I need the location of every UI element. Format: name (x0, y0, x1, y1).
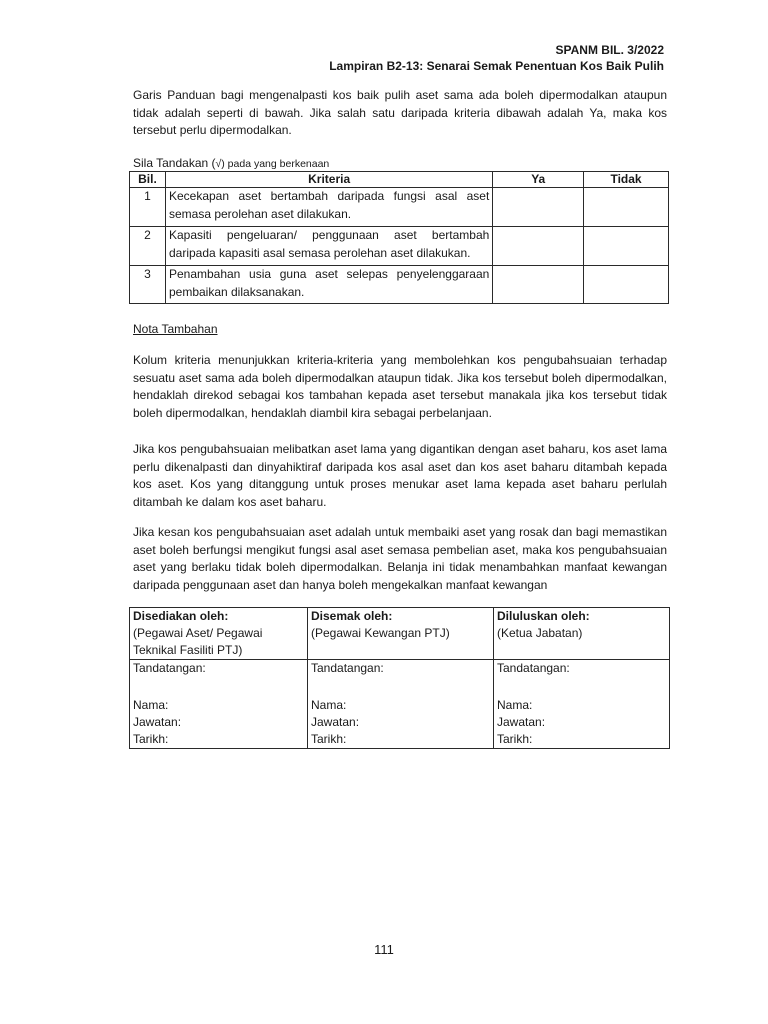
nota-tambahan-heading: Nota Tambahan (133, 322, 218, 336)
approved-by-fields[interactable] (494, 660, 670, 749)
instruction-suffix: ) pada yang berkenaan (221, 158, 330, 170)
criteria-text: Penambahan usia guna aset selepas penyelenggaraan pembaikan dilaksanakan. (165, 266, 492, 304)
signature-fields-row (130, 660, 670, 749)
checked-by-title: Disemak oleh: (311, 609, 393, 623)
signature-label: Tandatangan: (311, 661, 384, 675)
signature-label: Tandatangan: (133, 661, 206, 675)
prepared-by-role: (Pegawai Aset/ Pegawai Teknikal Fasiliti PTJ) (133, 626, 263, 657)
tick-mark: √ (215, 158, 222, 170)
name-label: Nama: (133, 698, 169, 712)
prepared-by-fields[interactable] (130, 660, 308, 749)
signature-header-row (130, 608, 670, 660)
page-number: 111 (374, 942, 394, 957)
appendix-title: Lampiran B2-13: Senarai Semak Penentuan Kos Baik Pulih (329, 59, 664, 73)
instruction-prefix: Sila Tandakan ( (133, 156, 216, 170)
name-label: Nama: (497, 698, 533, 712)
approved-by-role: (Ketua Jabatan) (497, 626, 583, 640)
header-bil: Bil. (130, 172, 166, 188)
date-label: Tarikh: (497, 732, 533, 746)
date-label: Tarikh: (311, 732, 347, 746)
checked-by-cell (308, 608, 494, 660)
criteria-text: Kecekapan aset bertambah daripada fungsi asal aset semasa perolehan aset dilakukan. (165, 188, 492, 227)
ya-checkbox-cell[interactable] (493, 266, 584, 304)
name-label: Nama: (311, 698, 347, 712)
row-number: 2 (130, 227, 166, 266)
approved-by-cell (494, 608, 670, 660)
nota-paragraph-3: Jika kesan kos pengubahsuaian aset adalah untuk membaiki aset yang rosak dan bagi memastikan aset boleh berfungsi mengikut fungsi asal aset semasa pembelian aset, maka kos pengubahsuaian aset yang berlaku tidak boleh dipermodalkan. Belanja ini tidak menambahkan manfaat kewangan daripada penggunaan aset dan hanya boleh mengekalkan manfaat kewangan (133, 525, 667, 592)
header-tidak: Tidak (584, 172, 669, 188)
prepared-by-title: Disediakan oleh: (133, 609, 229, 623)
tidak-checkbox-cell[interactable] (584, 227, 669, 266)
tidak-checkbox-cell[interactable] (584, 266, 669, 304)
instruction-text (133, 155, 329, 172)
ya-checkbox-cell[interactable] (493, 227, 584, 266)
nota-paragraph-2: Jika kos pengubahsuaian melibatkan aset lama yang digantikan dengan aset baharu, kos aset lama perlu dikenalpasti dan dinyahiktiraf daripada kos asal aset dan kos aset baharu ditambah kepada kos aset. Kos yang ditanggung untuk proses menukar aset lama kepada aset baharu perlulah ditambah ke dalam kos aset baharu. (133, 442, 667, 509)
table-row (130, 188, 669, 227)
row-number: 3 (130, 266, 166, 304)
position-label: Jawatan: (497, 715, 546, 729)
approved-by-title: Diluluskan oleh: (497, 609, 590, 623)
header-ya: Ya (493, 172, 584, 188)
tidak-checkbox-cell[interactable] (584, 188, 669, 227)
signature-label: Tandatangan: (497, 661, 570, 675)
row-number: 1 (130, 188, 166, 227)
intro-paragraph: Garis Panduan bagi mengenalpasti kos baik pulih aset sama ada boleh dipermodalkan ataupun tidak adalah seperti di bawah. Jika salah satu daripada kriteria dibawah adalah Ya, maka kos tersebut perlu dipermodalkan. (133, 88, 667, 137)
header-kriteria: Kriteria (165, 172, 492, 188)
criteria-header-row (130, 172, 669, 188)
ya-checkbox-cell[interactable] (493, 188, 584, 227)
table-row (130, 227, 669, 266)
nota-paragraph-1: Kolum kriteria menunjukkan kriteria-kriteria yang membolehkan kos pengubahsuaian terhadap sesuatu aset sama ada boleh dipermodalkan ataupun tidak. Jika kos tersebut boleh dipermodalkan, hendaklah direkod sebagai kos tambahan kepada aset tersebut manakala jika kos tersebut tidak boleh dipermodalkan, hendaklah diambil kira sebagai perbelanjaan. (133, 353, 667, 420)
checked-by-fields[interactable] (308, 660, 494, 749)
criteria-text: Kapasiti pengeluaran/ penggunaan aset bertambah daripada kapasiti asal semasa perolehan aset dilakukan. (165, 227, 492, 266)
date-label: Tarikh: (133, 732, 169, 746)
table-row (130, 266, 669, 304)
document-series: SPANM BIL. 3/2022 (555, 43, 664, 57)
prepared-by-cell (130, 608, 308, 660)
checked-by-role: (Pegawai Kewangan PTJ) (311, 626, 450, 640)
position-label: Jawatan: (133, 715, 182, 729)
position-label: Jawatan: (311, 715, 360, 729)
criteria-table (129, 171, 669, 304)
signature-table (129, 607, 670, 749)
